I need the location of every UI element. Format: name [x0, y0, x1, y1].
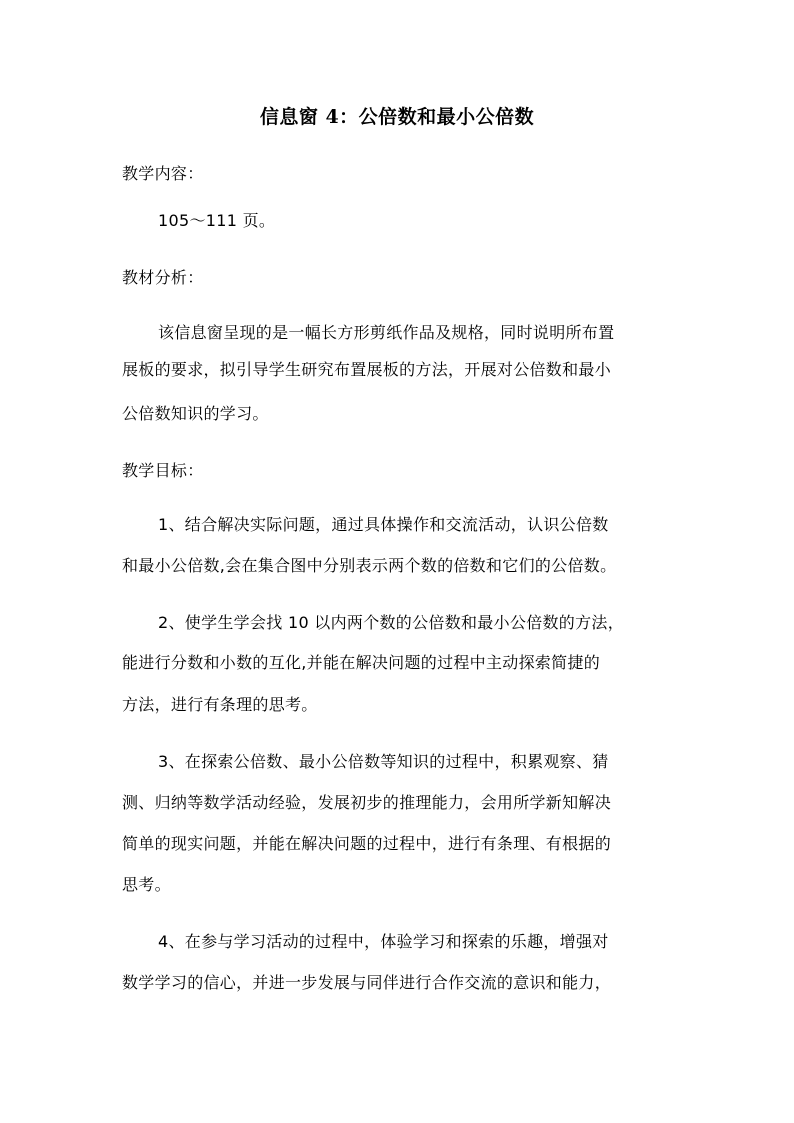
analysis-line: 公倍数知识的学习。 [122, 404, 269, 423]
content-heading: 教学内容： [122, 164, 204, 183]
goals-heading: 教学目标： [122, 461, 204, 480]
goal-1-line: 1、结合解决实际问题，通过具体操作和交流活动，认识公倍数 [158, 515, 609, 534]
analysis-line: 该信息窗呈现的是一幅长方形剪纸作品及规格，同时说明所布置 [158, 323, 615, 342]
analysis-heading: 教材分析： [122, 268, 204, 287]
goal-3-line: 3、在探索公倍数、最小公倍数等知识的过程中，积累观察、猜 [158, 752, 609, 771]
goal-3-line: 思考。 [122, 875, 171, 894]
goal-2-line: 能进行分数和小数的互化,并能在解决问题的过程中主动探索简捷的 [122, 653, 601, 672]
goal-2-line: 方法，进行有条理的思考。 [122, 695, 318, 714]
goal-1-line: 和最小公倍数,会在集合图中分别表示两个数的倍数和它们的公倍数。 [122, 556, 617, 575]
goal-3-line: 简单的现实问题，并能在解决问题的过程中，进行有条理、有根据的 [122, 834, 612, 853]
goal-4-line: 4、在参与学习活动的过程中，体验学习和探索的乐趣，增强对 [158, 932, 609, 951]
goal-4-line: 数学学习的信心，并进一步发展与同伴进行合作交流的意识和能力， [122, 973, 612, 992]
document-title: 信息窗 4：公倍数和最小公倍数 [259, 106, 535, 128]
content-pages: 105～111 页。 [158, 211, 276, 230]
goal-2-line: 2、使学生学会找 10 以内两个数的公倍数和最小公倍数的方法， [158, 613, 625, 632]
analysis-line: 展板的要求，拟引导学生研究布置展板的方法，开展对公倍数和最小 [122, 360, 612, 379]
goal-3-line: 测、归纳等数学活动经验，发展初步的推理能力，会用所学新知解决 [122, 793, 612, 812]
